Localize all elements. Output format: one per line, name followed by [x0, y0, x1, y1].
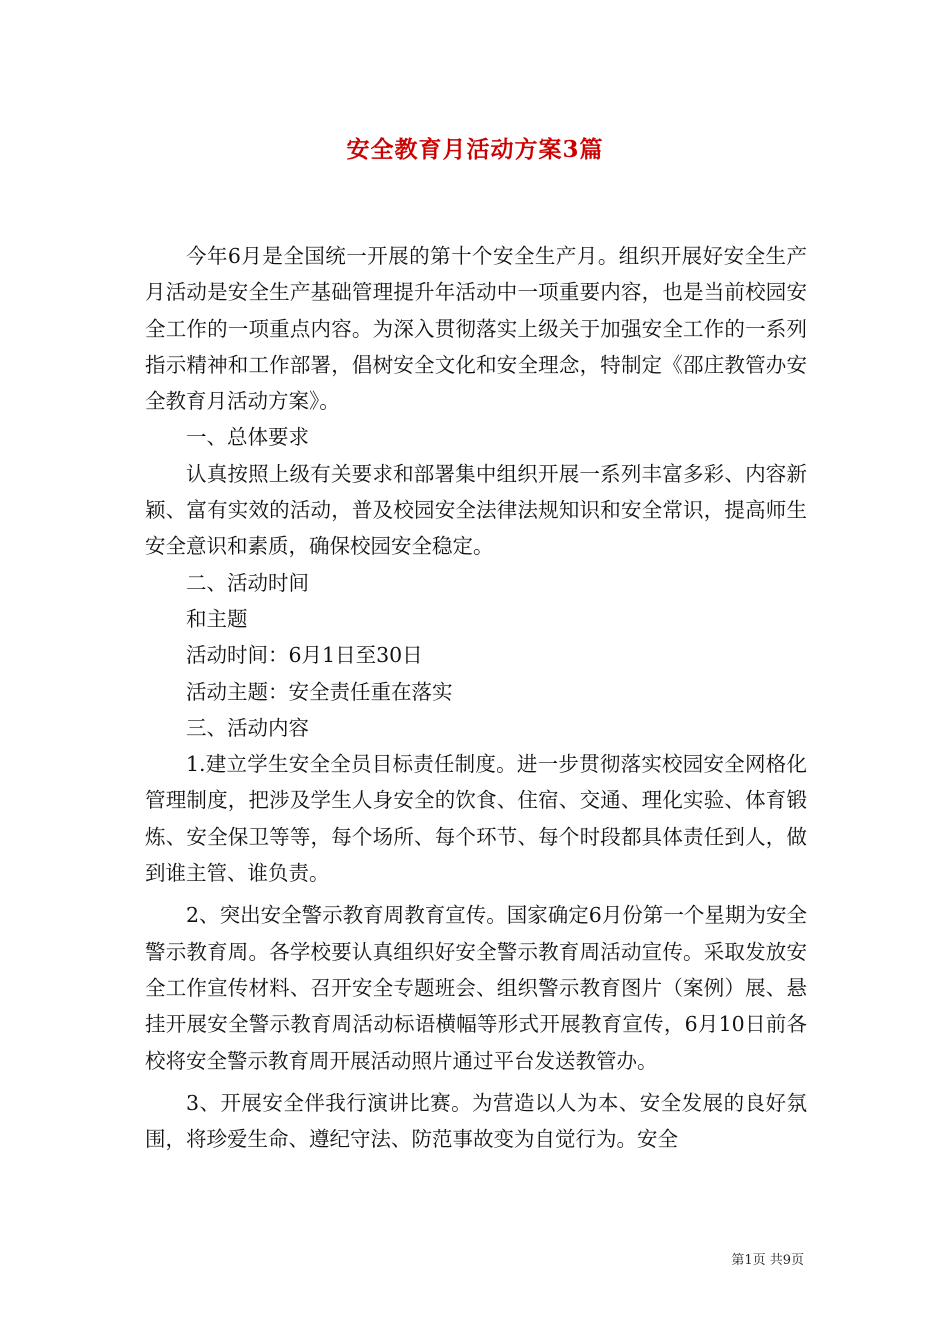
paragraph-intro: 今年6月是全国统一开展的第十个安全生产月。组织开展好安全生产月活动是安全生产基础管理提升年活动中一项重要内容，也是当前校园安全工作的一项重点内容。为深入贯彻落实上级关于加强安全工作的一系列指示精神和工作部署，倡树安全文化和安全理念，特制定《邵庄教管办安全教育月活动方案》。: [145, 244, 807, 414]
paragraph-requirements: 认真按照上级有关要求和部署集中组织开展一系列丰富多彩、内容新颖、富有实效的活动，普及校园安全法律法规知识和安全常识，提高师生安全意识和素质，确保校园安全稳定。: [145, 461, 807, 559]
heading-theme: 和主题: [186, 606, 248, 631]
activity-time-line: 活动时间：6月1日至30日: [186, 643, 423, 668]
document-title: 安全教育月活动方案3篇: [346, 136, 604, 163]
heading-activity-content: 三、活动内容: [186, 715, 309, 740]
document-body: [145, 238, 807, 1157]
paragraph-item-3: 3、开展安全伴我行演讲比赛。为营造以人为本、安全发展的良好氛围，将珍爱生命、遵纪守法、防范事故变为自觉行为。安全: [145, 1090, 807, 1152]
paragraph-item-2: 2、突出安全警示教育周教育宣传。国家确定6月份第一个星期为安全警示教育周。各学校要认真组织好安全警示教育周活动宣传。采取发放安全工作宣传材料、召开安全专题班会、组织警示教育图片（案例）展、悬挂开展安全警示教育周活动标语横幅等形式开展教育宣传，6月10日前各校将安全警示教育周开展活动照片通过平台发送教管办。: [145, 903, 807, 1073]
heading-activity-time: 二、活动时间: [186, 570, 309, 595]
page-number: 第1页 共9页: [731, 1253, 804, 1268]
heading-general-requirements: 一、总体要求: [186, 425, 309, 450]
paragraph-item-1: 1.建立学生安全全员目标责任制度。进一步贯彻落实校园安全网格化管理制度，把涉及学生人身安全的饮食、住宿、交通、理化实验、体育锻炼、安全保卫等等，每个场所、每个环节、每个时段都具体责任到人，做到谁主管、谁负责。: [145, 752, 807, 886]
activity-theme-line: 活动主题：安全责任重在落实: [186, 679, 453, 704]
